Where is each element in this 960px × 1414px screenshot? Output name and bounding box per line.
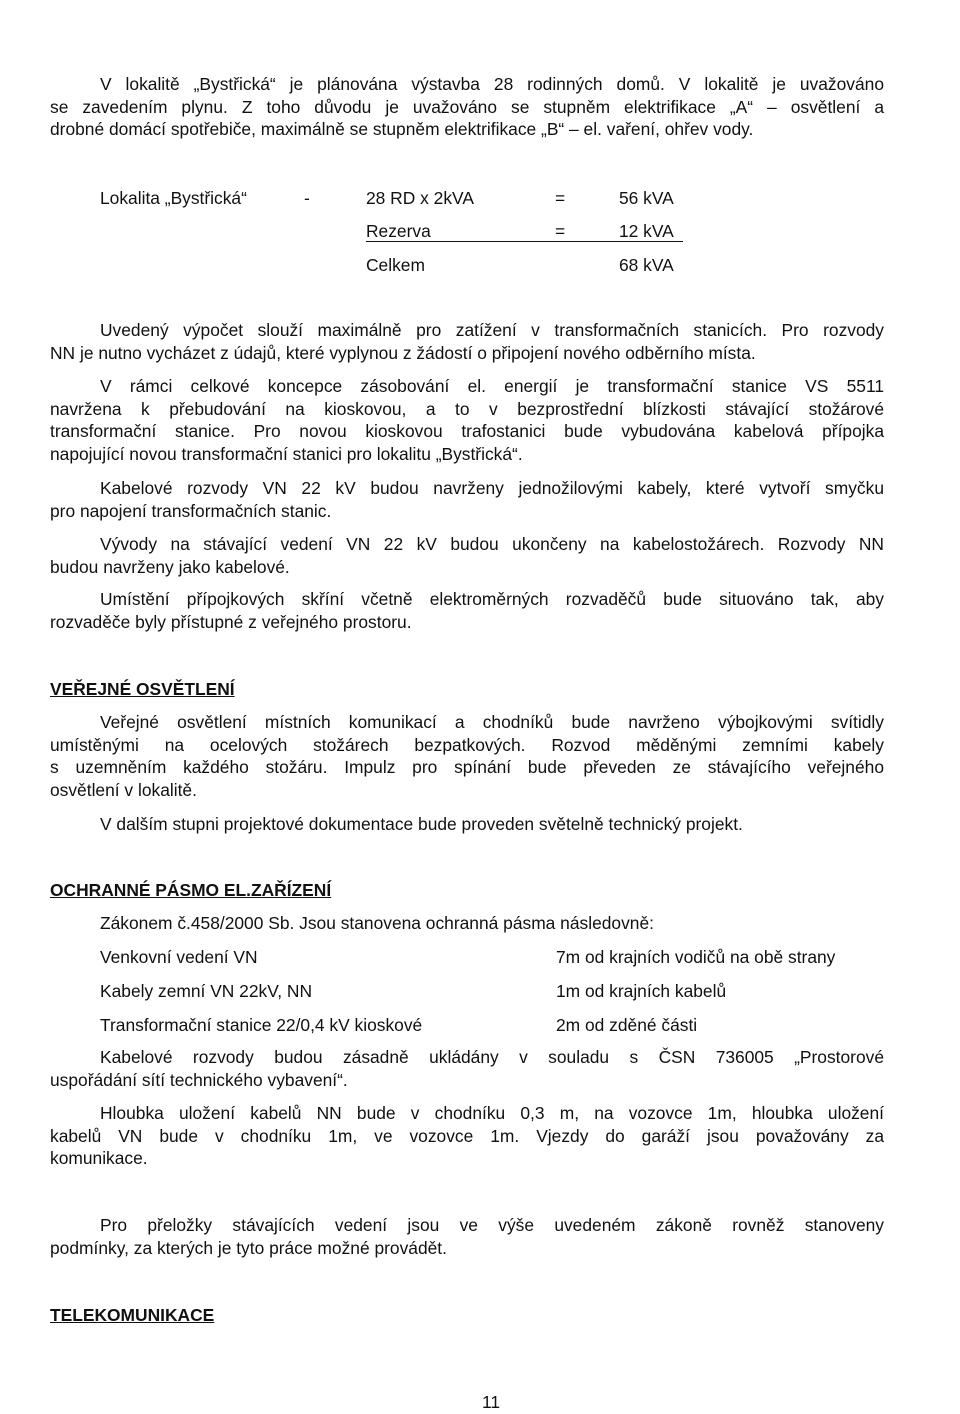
page-number: 11 <box>482 1392 501 1412</box>
body-p1-line-2: NN je nutno vycházet z údajů, které vyplynou z žádostí o připojení nového odběrního místa. <box>50 342 756 363</box>
body-paragraph-3 <box>50 477 884 522</box>
protection-p2-line-3: komunikace. <box>50 1148 148 1169</box>
calc-row3-val: 68 kVA <box>619 255 674 275</box>
lighting-p1-line-3: s uzemněním každého stožáru. Impulz pro spínání bude převeden ze stávajícího veřejného <box>50 757 884 778</box>
lighting-p2-line-1: V dalším stupni projektové dokumentace bude proveden světelně technický projekt. <box>100 814 743 834</box>
calc-row1-val: 56 kVA <box>619 188 674 208</box>
protection-paragraph-3 <box>50 1214 884 1259</box>
body-p3-line-2: pro napojení transformačních stanic. <box>50 500 332 521</box>
body-p2-line-3: transformační stanice. Pro novou kioskovou trafostanici bude vybudována kabelová přípojka <box>50 421 884 442</box>
protection-row-2-zone: 1m od krajních kabelů <box>556 981 727 1001</box>
protection-paragraph-2 <box>50 1102 884 1170</box>
lighting-heading: VEŘEJNÉ OSVĚTLENÍ <box>50 679 235 699</box>
lighting-paragraph-1 <box>50 711 884 801</box>
protection-p2-line-1: Hloubka uložení kabelů NN bude v chodníku 0,3 m, na vozovce 1m, hloubka uložení <box>100 1103 884 1123</box>
protection-p2-line-2: kabelů VN bude v chodníku 1m, ve vozovce 1m. Vjezdy do garáží jsou považovány za <box>50 1125 884 1146</box>
protection-paragraph-1 <box>50 1046 884 1091</box>
calc-row1-eq: = <box>555 188 566 208</box>
telecom-heading: TELEKOMUNIKACE <box>50 1305 215 1325</box>
protection-row-3-zone: 2m od zděné části <box>556 1015 698 1035</box>
calc-row2-val: 12 kVA <box>619 221 674 241</box>
protection-law: Zákonem č.458/2000 Sb. Jsou stanovena ochranná pásma následovně: <box>100 913 654 933</box>
protection-p1-line-1: Kabelové rozvody budou zásadně ukládány v souladu s ČSN 736005 „Prostorové <box>100 1047 884 1067</box>
protection-heading: OCHRANNÉ PÁSMO EL.ZAŘÍZENÍ <box>50 880 332 900</box>
body-p2-line-4: napojující novou transformační stanici pro lokalitu „Bystřická“. <box>50 443 523 464</box>
protection-row-2-item: Kabely zemní VN 22kV, NN <box>100 981 313 1001</box>
body-p3-line-1: Kabelové rozvody VN 22 kV budou navrženy jednožilovými kabely, které vytvoří smyčku <box>100 478 884 498</box>
body-paragraph-4 <box>50 533 884 578</box>
body-p5-line-2: rozvaděče byly přístupné z veřejného prostoru. <box>50 611 412 632</box>
protection-p3-line-2: podmínky, za kterých je tyto práce možné provádět. <box>50 1237 447 1258</box>
intro-paragraph <box>50 73 884 141</box>
body-paragraph-5 <box>50 588 884 633</box>
calc-dash: - <box>304 188 310 208</box>
protection-row-3-item: Transformační stanice 22/0,4 kV kioskové <box>100 1015 423 1035</box>
protection-row-1-zone: 7m od krajních vodičů na obě strany <box>556 947 836 967</box>
intro-line-3: drobné domácí spotřebiče, maximálně se stupněm elektrifikace „B“ – el. vaření, ohřev vody. <box>50 119 754 140</box>
calc-row1-desc: 28 RD x 2kVA <box>366 188 474 208</box>
body-p2-line-2: navržena k přebudování na kioskovou, a to v bezprostřední blízkosti stávající stožárové <box>50 398 884 419</box>
protection-p3-line-1: Pro přeložky stávajících vedení jsou ve výše uvedeném zákoně rovněž stanoveny <box>100 1215 884 1235</box>
body-p4-line-2: budou navrženy jako kabelové. <box>50 556 290 577</box>
protection-row-1-item: Venkovní vedení VN <box>100 947 258 967</box>
intro-line-1: V lokalitě „Bystřická“ je plánována výstavba 28 rodinných domů. V lokalitě je uvažováno <box>100 74 884 94</box>
body-p5-line-1: Umístění přípojkových skříní včetně elektroměrných rozvaděčů bude situováno tak, aby <box>100 589 884 609</box>
calc-row2-desc: Rezerva <box>366 221 431 241</box>
protection-p1-line-2: uspořádání sítí technického vybavení“. <box>50 1069 348 1090</box>
intro-line-2: se zavedením plynu. Z toho důvodu je uvažováno se stupněm elektrifikace „A“ – osvětlení a <box>50 96 884 117</box>
lighting-p1-line-1: Veřejné osvětlení místních komunikací a chodníků bude navrženo výbojkovými svítidly <box>100 712 884 732</box>
lighting-paragraph-2 <box>50 813 884 836</box>
body-p2-line-1: V rámci celkové koncepce zásobování el. energií je transformační stanice VS 5511 <box>100 376 884 396</box>
body-paragraph-1 <box>50 319 884 364</box>
calc-row2-eq: = <box>555 221 566 241</box>
calc-lokalita: Lokalita „Bystřická“ <box>100 188 247 208</box>
body-paragraph-2 <box>50 375 884 465</box>
lighting-p1-line-2: umístěnými na ocelových stožárech bezpatkových. Rozvod měděnými zemními kabely <box>50 734 884 755</box>
body-p4-line-1: Vývody na stávající vedení VN 22 kV budou ukončeny na kabelostožárech. Rozvody NN <box>100 534 884 554</box>
lighting-p1-line-4: osvětlení v lokalitě. <box>50 779 197 800</box>
body-p1-line-1: Uvedený výpočet slouží maximálně pro zatížení v transformačních stanicích. Pro rozvody <box>100 320 884 340</box>
calc-row3-desc: Celkem <box>366 255 425 275</box>
